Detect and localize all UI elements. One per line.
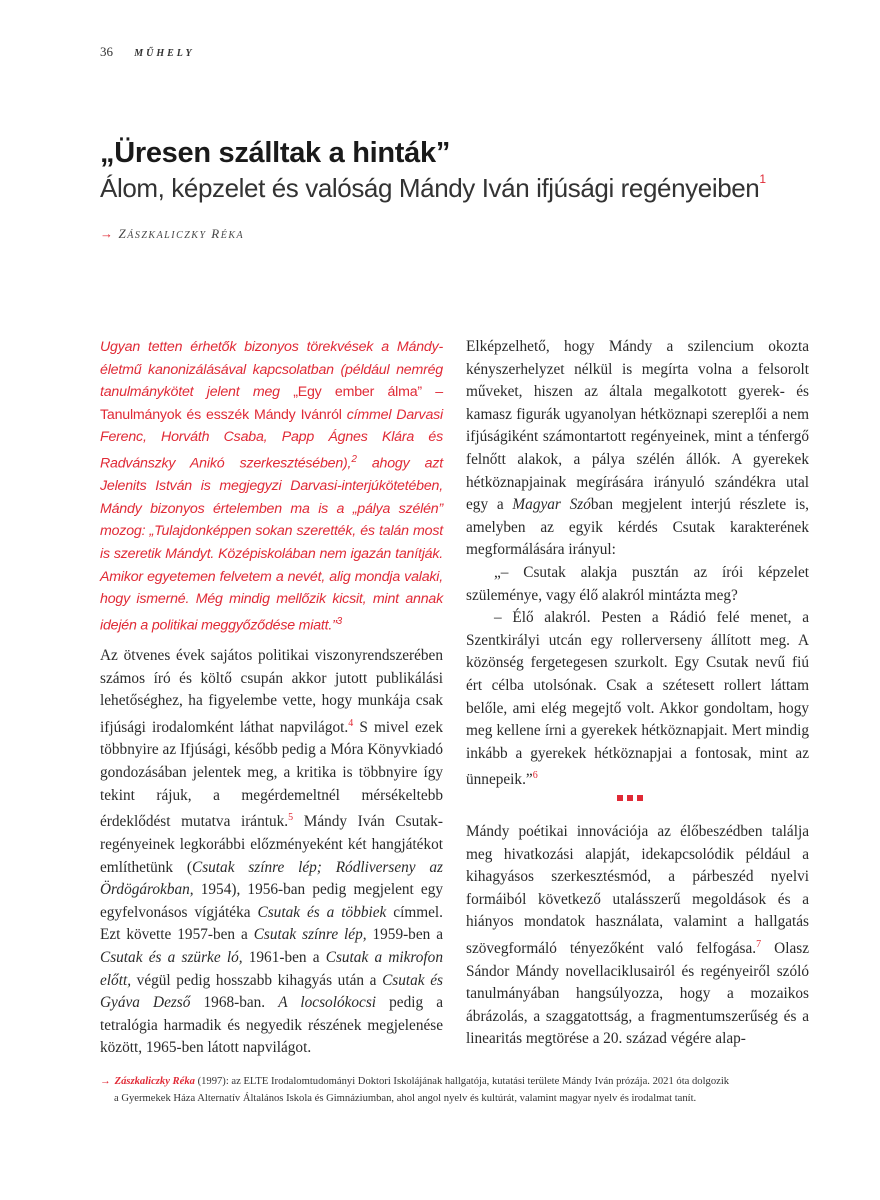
work-title: A locsolókocsi — [278, 994, 377, 1012]
text: Elképzelhető, hogy Mándy a szilencium okozta kényszerhelyzet nélkül is megírta volna a felsorolt műveket, hiszen az általa megalkotott gyerek- és kamasz figurák ugyanolyan hétköznapi szereplői a nem ifjúságiként számontartott regényeinek, mint a ténfergő felnőtt alakok, a pálya szélén állók. A gyerekek hétköznapjainak megírására irányuló szándékra utal egy a — [466, 338, 809, 514]
text: Olasz Sándor Mándy novellaciklusairól és regényeiről szóló tanulmányában hangsúlyozza, hogy a mozaikos ábrázolás, a szaggatottság, a fragmentumszerűség és a linearitás megtörése a 20. század végére alap- — [466, 940, 809, 1048]
text: címmel. Ezt követte 1957-ben a — [100, 903, 443, 944]
text: Az ötvenes évek sajátos politikai viszonyrendszerében számos író és költő csupán akkor jutott publikálási lehetőséghez, ha figyelembe vette, hogy munkája csak ifjúsági irodalomként láthat napvilágot. — [100, 647, 443, 736]
text: 1959-ben a — [366, 926, 443, 944]
paragraph — [466, 336, 809, 562]
quote-text: Ugyan tetten érhetők bizonyos törekvések a Mándy-életmű kanonizálásával kapcsolatban (például nemrég tanulmánykötet jelent meg — [100, 339, 443, 401]
text: 1954), 1956-ban pedig megjelent egy egyfelvonásos vígjátéka — [100, 881, 443, 921]
author-name: Zászkaliczky Réka — [114, 1076, 195, 1087]
running-head — [100, 44, 195, 60]
byline — [100, 226, 244, 242]
section-break-square — [637, 795, 643, 801]
author-bio-line2: a Gyermekek Háza Alternatív Általános Iskola és Gimnáziumban, ahol angol nyelv és kultúrát, valamint magyar nyelv és irodalmat tanít. — [114, 1093, 697, 1104]
quote-book-title: „Egy ember álma” – Tanulmányok és esszék Mándy Ivánról — [100, 384, 443, 423]
work-title: Csutak színre lép, — [253, 926, 367, 944]
work-title: Csutak és Gyáva Dezső — [100, 971, 443, 1012]
arrow-right-icon: → — [100, 226, 115, 241]
newspaper-title: Magyar Szó — [512, 496, 591, 514]
author-rest-2: ÉKA — [220, 230, 245, 241]
section-break-square — [617, 795, 623, 801]
left-column-body — [100, 645, 443, 1060]
quote-text: ahogy azt Jelenits István is megjegyzi Darvasi-interjúkötetében, Mándy bizonyos értelemben ma is a „pálya szélén” mozog: „Tulajdonképpen sokan szerették, és talán most is szeretik Mándyt. Középiskolában nem igazán tanítják. Amikor egyetemen felvetem a nevét, alig mondja valaki, hogy ismerné. Még mindig mellőzik kicsit, mint annak idején a politikai meggyőződése miatt.” — [100, 455, 444, 634]
section-name: MŰHELY — [134, 48, 195, 59]
footnote-ref-6[interactable]: 6 — [532, 770, 538, 782]
paragraph — [100, 645, 443, 1060]
quote-text: címmel Darvasi Ferenc, Horváth Csaba, Papp Ágnes Klára és Radvánszky Anikó szerkesztésében), — [100, 406, 443, 472]
work-title: Csutak a mikrofon előtt, — [100, 948, 443, 989]
author-note — [100, 1073, 790, 1107]
text: 1968-ban. — [190, 994, 279, 1012]
arrow-right-icon: → — [100, 1076, 111, 1087]
subtitle-text: Álom, képzelet és valóság Mándy Iván ifjúsági regényeiben — [100, 173, 760, 203]
work-title: Csutak színre lép; Ródliverseny az Ördögárokban, — [100, 858, 443, 899]
article-subtitle — [100, 173, 766, 204]
page-number: 36 — [100, 44, 113, 59]
author-initial-2: R — [211, 226, 221, 241]
work-title: Csutak és a szürke ló, — [100, 948, 243, 966]
text: 1961-ben a — [242, 948, 326, 966]
author-bio: (1997): az ELTE Irodalomtudományi Doktori Iskolájának hallgatója, kutatási területe Mándy Iván prózája. 2021 óta dolgozik — [194, 1076, 730, 1087]
footnote-ref-5[interactable]: 5 — [288, 812, 294, 824]
interview-answer — [466, 607, 809, 792]
footnote-ref-7[interactable]: 7 — [756, 938, 762, 950]
interview-question: „– Csutak alakja pusztán az írói képzelet szüleménye, vagy élő alakról mintázta meg? — [466, 563, 809, 604]
pull-quote — [100, 336, 443, 637]
author-rest: ÁSZKALICZKY — [127, 230, 207, 241]
text: – Élő alakról. Pesten a Rádió felé menet, a Szentkirályi utcán egy rollerverseny állított meg. A közönség fergetegesen szurkolt. Egy Csutak nevű fiú ért célba utolsónak. Csak a szétesett rollert láttam belőle, ami elég megejtő volt. Akkor gondoltam, hogy meg kellene írni a gyerekek hétköznapjait. Mert mindig inkább a gyerekek hétköznapjai a fontosak, mint az ünnepeik.” — [466, 609, 809, 789]
text: pedig a tetralógia harmadik és negyedik részének megjelenése között, 1965-ben látott napvilágot. — [100, 994, 444, 1057]
right-column-body — [466, 336, 809, 792]
section-break-square — [627, 795, 633, 801]
article-title: „Üresen szálltak a hinták” — [100, 137, 451, 169]
text: Mándy Iván Csutak-regényeinek legkorábbi előzményeként két hangjátékot említhetünk ( — [100, 813, 443, 876]
section-break — [617, 795, 643, 801]
footnote-ref-2[interactable]: 2 — [351, 453, 357, 465]
footnote-ref-1[interactable]: 1 — [759, 172, 766, 187]
footnote-ref-3[interactable]: 3 — [336, 615, 343, 627]
author-initial: Z — [118, 226, 128, 241]
right-column-body-2 — [466, 821, 809, 1051]
text: S mivel ezek többnyire az Ifjúsági, később pedig a Móra Könyvkiadó gondozásában jelentek meg, a kritika is többnyire így tekint rájuk, a megérdemeltnél mérsékeltebb érdeklődést mutatva irántuk. — [100, 718, 443, 831]
text: Mándy poétikai innovációja az élőbeszédben találja meg hivatkozási alapját, idekapcsolódik például a kihagyásos szerkesztésmód, a párbeszéd nyelvi formáiból következő utalásszerű megoldások és a hiányos mondatok használata, valamint a hallgatás szövegformáló tényezőként való felfogása. — [466, 823, 809, 958]
text: végül pedig hosszabb kihagyás után a — [131, 971, 383, 989]
paragraph — [466, 821, 809, 1051]
footnote-ref-4[interactable]: 4 — [348, 717, 354, 729]
text: ban megjelent interjú részlete is, amelyben az egyik kérdés Csutak karakterének megformálására irányul: — [466, 496, 810, 559]
work-title: Csutak és a többiek — [257, 903, 387, 921]
